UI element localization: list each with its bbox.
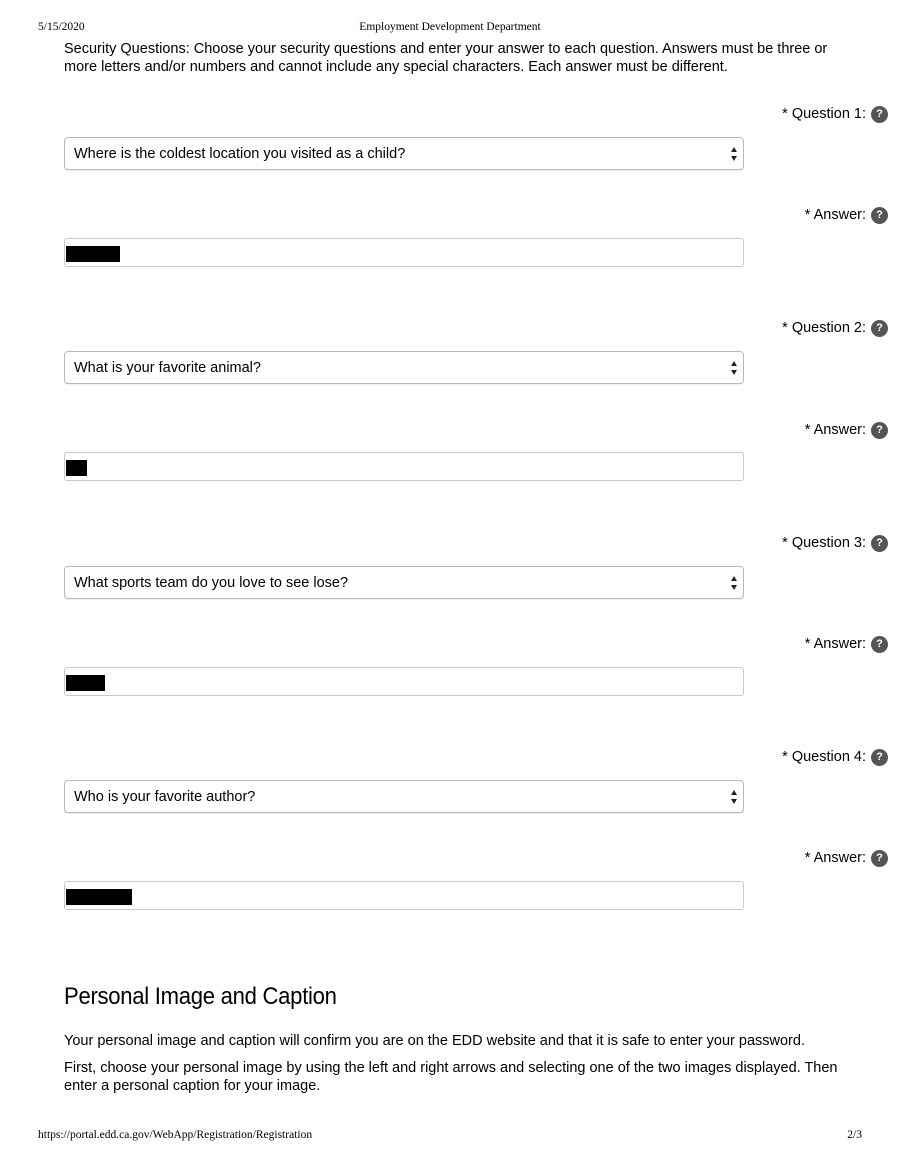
question-4-select[interactable] xyxy=(64,780,744,813)
question-1-help-icon[interactable]: ? xyxy=(871,106,888,123)
print-header xyxy=(38,21,862,37)
answer-4-redaction xyxy=(66,889,132,905)
question-1-label xyxy=(782,104,888,124)
answer-3-label-text: * Answer: xyxy=(804,636,866,652)
question-3-label-text: * Question 3: xyxy=(782,535,866,551)
answer-3-label xyxy=(805,634,888,654)
question-2-help-icon[interactable]: ? xyxy=(871,320,888,337)
print-page-number: 2/3 xyxy=(847,1129,862,1141)
security-questions-intro: Security Questions: Choose your security questions and enter your answer to each question. Answers must be three or more letters and/or numbers and cannot include any special characters. Each answer must be different. xyxy=(64,41,828,75)
answer-2-help-icon[interactable]: ? xyxy=(871,422,888,439)
answer-4-label xyxy=(805,848,888,868)
print-footer xyxy=(38,1129,862,1145)
question-2-label-text: * Question 2: xyxy=(782,320,866,336)
question-3-selected-value: What sports team do you love to see lose? xyxy=(74,574,349,591)
select-arrows-icon xyxy=(730,147,738,161)
select-arrows-icon xyxy=(730,576,738,590)
answer-1-label-text: * Answer: xyxy=(804,207,866,223)
question-2-selected-value: What is your favorite animal? xyxy=(74,359,261,376)
answer-2-label xyxy=(805,420,888,440)
select-arrows-icon xyxy=(730,361,738,375)
question-1-label-text: * Question 1: xyxy=(782,106,866,122)
personal-image-title: Personal Image and Caption xyxy=(64,983,337,1010)
security-questions-section xyxy=(64,40,834,76)
select-arrows-icon xyxy=(730,790,738,804)
answer-4-input[interactable] xyxy=(64,881,744,910)
personal-image-para-1: Your personal image and caption will confirm you are on the EDD website and that it is safe to enter your password. xyxy=(64,1033,805,1049)
question-3-label xyxy=(782,533,888,553)
answer-2-label-text: * Answer: xyxy=(804,422,866,438)
answer-2-input[interactable] xyxy=(64,452,744,481)
question-2-label xyxy=(782,318,888,338)
answer-1-help-icon[interactable]: ? xyxy=(871,207,888,224)
personal-image-para-2: First, choose your personal image by using the left and right arrows and selecting one of the two images displayed. Then enter a personal caption for your image. xyxy=(64,1060,838,1094)
question-4-selected-value: Who is your favorite author? xyxy=(74,788,256,805)
answer-4-help-icon[interactable]: ? xyxy=(871,850,888,867)
answer-1-label xyxy=(805,205,888,225)
answer-3-input[interactable] xyxy=(64,667,744,696)
answer-1-redaction xyxy=(66,246,120,262)
answer-4-label-text: * Answer: xyxy=(804,850,866,866)
print-date: 5/15/2020 xyxy=(38,21,85,33)
print-url: https://portal.edd.ca.gov/WebApp/Registration/Registration xyxy=(38,1129,313,1141)
question-4-label-text: * Question 4: xyxy=(782,749,866,765)
question-3-select[interactable] xyxy=(64,566,744,599)
question-4-label xyxy=(782,747,888,767)
question-1-selected-value: Where is the coldest location you visited as a child? xyxy=(74,145,406,162)
question-1-select[interactable] xyxy=(64,137,744,170)
question-4-help-icon[interactable]: ? xyxy=(871,749,888,766)
print-title: Employment Development Department xyxy=(359,21,541,33)
answer-1-input[interactable] xyxy=(64,238,744,267)
answer-3-redaction xyxy=(66,675,105,691)
question-3-help-icon[interactable]: ? xyxy=(871,535,888,552)
answer-2-redaction xyxy=(66,460,87,476)
answer-3-help-icon[interactable]: ? xyxy=(871,636,888,653)
question-2-select[interactable] xyxy=(64,351,744,384)
